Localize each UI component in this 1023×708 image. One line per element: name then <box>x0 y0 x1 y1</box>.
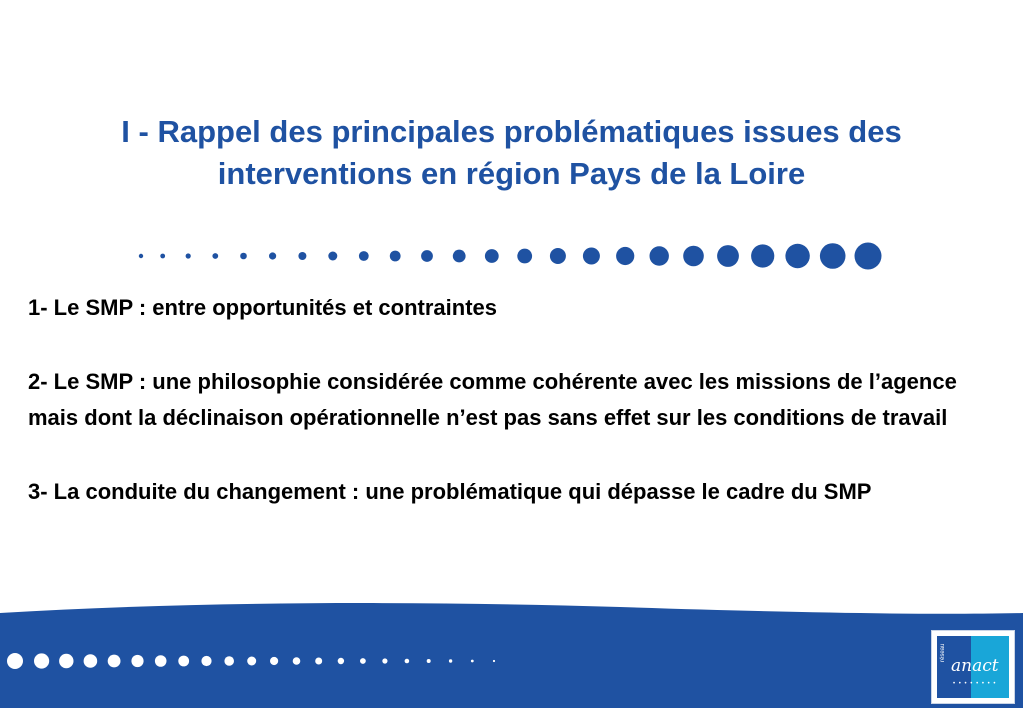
top-dot <box>240 253 247 260</box>
footer-dot <box>201 656 211 666</box>
anact-logo <box>931 630 1015 704</box>
top-dot <box>650 246 669 265</box>
top-dot <box>717 245 739 267</box>
list-item-1: 1- Le SMP : entre opportunités et contraintes <box>28 295 497 320</box>
footer-dot <box>449 659 452 662</box>
top-dot <box>785 244 809 268</box>
footer-dot <box>338 658 344 664</box>
footer-dot <box>108 655 121 668</box>
logo-subtitle: réseau <box>940 643 946 662</box>
footer-dot <box>382 658 387 663</box>
top-dot <box>421 250 433 262</box>
top-dot <box>485 249 499 263</box>
top-dot <box>298 252 306 260</box>
decorative-dot-row-top <box>0 230 1023 280</box>
top-dot <box>160 254 165 259</box>
footer-dot <box>247 657 256 666</box>
footer-dot <box>155 655 167 667</box>
top-dot <box>683 246 704 267</box>
footer-dot <box>7 653 23 669</box>
footer-dot <box>270 657 278 665</box>
top-dot <box>269 252 276 259</box>
top-dot <box>139 254 143 258</box>
footer-band <box>0 595 1023 708</box>
slide-body <box>28 290 988 510</box>
top-dot <box>212 253 218 259</box>
top-dot <box>550 248 566 264</box>
top-dot <box>517 249 532 264</box>
top-dot <box>583 248 600 265</box>
list-item-3: 3- La conduite du changement : une problématique qui dépasse le cadre du SMP <box>28 479 872 504</box>
top-dot <box>359 251 369 261</box>
top-dot <box>186 253 191 258</box>
footer-dot <box>84 654 98 668</box>
footer-dot <box>493 660 495 662</box>
logo-wordmark: anact <box>951 656 999 676</box>
footer-dot <box>427 659 431 663</box>
list-item-2: 2- Le SMP : une philosophie considérée comme cohérente avec les missions de l’agence mais dont la déclinaison opérationnelle n’est pas sans effet sur les conditions de travail <box>28 369 957 430</box>
footer-dot <box>178 656 189 667</box>
slide-title <box>30 111 993 195</box>
footer-dot <box>34 653 49 668</box>
logo-dots: • • • • • • • • <box>953 681 997 687</box>
footer-dot <box>360 658 366 664</box>
top-dot <box>453 250 466 263</box>
top-dot <box>616 247 634 265</box>
slide-title-line-1: I - Rappel des principales problématiques issues des <box>121 114 902 149</box>
footer-dot <box>471 660 474 663</box>
anact-logo-mark <box>937 636 1009 698</box>
footer-dot <box>224 656 234 666</box>
top-dot <box>820 243 846 269</box>
slide-title-line-2: interventions en région Pays de la Loire <box>217 156 806 191</box>
top-dot <box>328 252 337 261</box>
footer-dot <box>59 654 73 668</box>
top-dot <box>390 251 401 262</box>
top-dot <box>855 243 882 270</box>
footer-dot <box>405 659 410 664</box>
footer-dot <box>293 657 301 665</box>
footer-dot <box>131 655 143 667</box>
top-dot <box>751 244 774 267</box>
footer-dot <box>315 658 322 665</box>
